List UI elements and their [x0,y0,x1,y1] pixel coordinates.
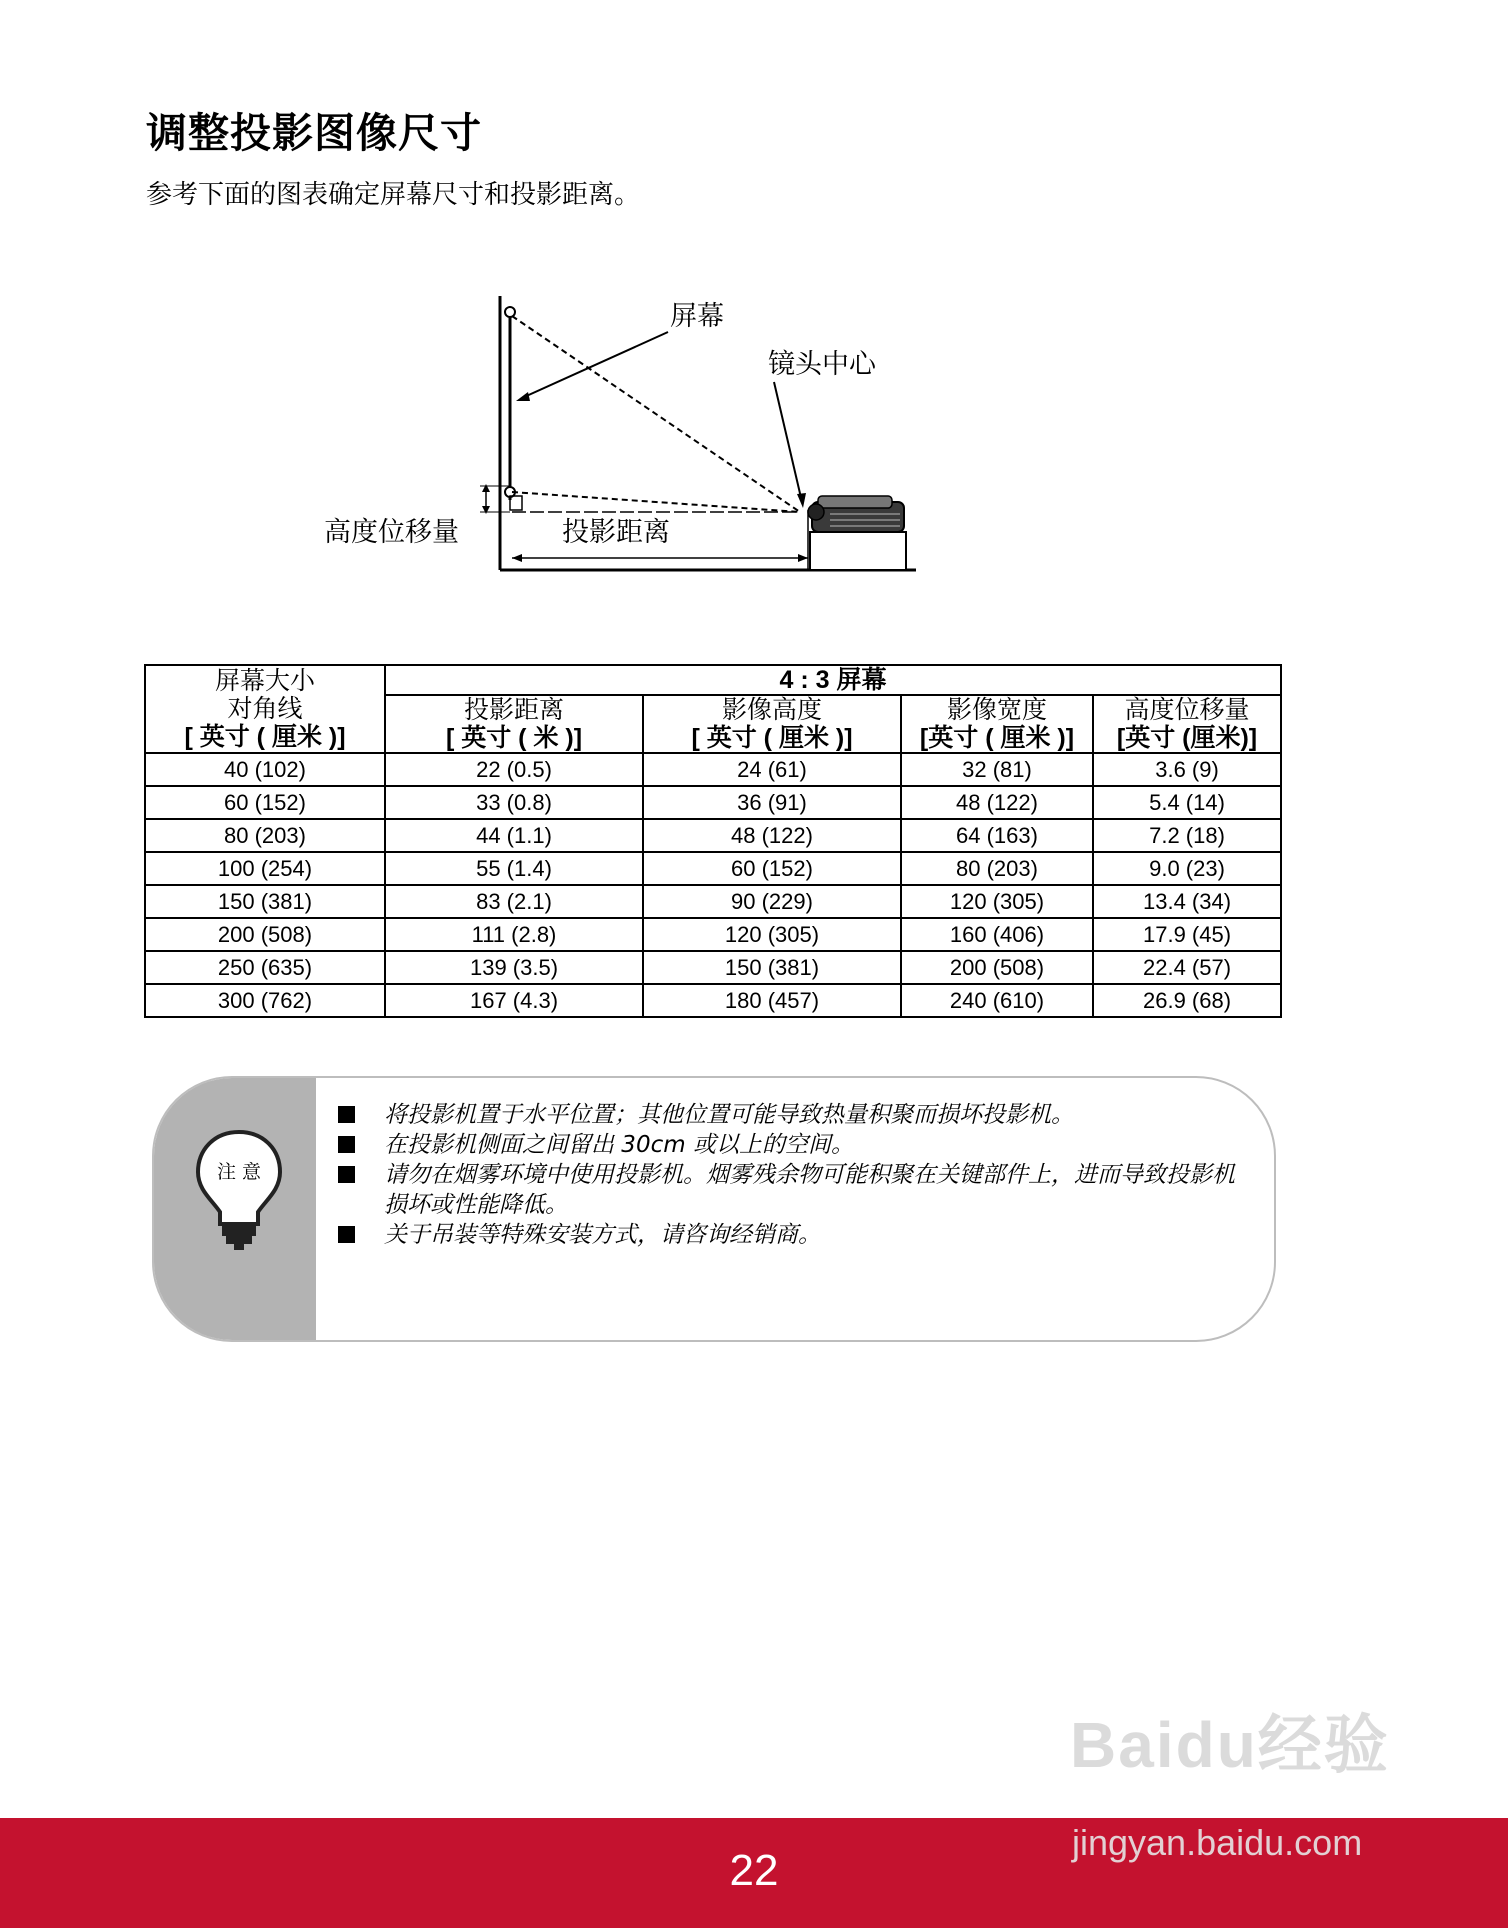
label-offset: 高度位移量 [324,517,459,548]
header-screen-size: 屏幕大小 对角线 [ 英寸 ( 厘米 )] [145,665,385,753]
label-screen: 屏幕 [670,301,724,332]
table-header-row [145,665,1281,695]
table-row: 200 (508) 111 (2.8) 120 (305) 160 (406) 17.9 (45) [145,918,1281,951]
header-image-width: 影像宽度 [英寸 ( 厘米 )] [901,695,1093,753]
watermark-logo: Baidu经验 [1070,1709,1390,1781]
lens-leader [774,382,802,502]
page-title: 调整投影图像尺寸 [146,109,482,157]
projection-size-table [144,664,1282,1018]
note-badge-text: 注 意 [216,1161,262,1183]
table-row: 60 (152) 33 (0.8) 36 (91) 48 (122) 5.4 (14) [145,786,1281,819]
lightbulb-icon [194,1128,284,1252]
note-list [332,1100,1252,1250]
right-angle-marker [510,496,522,510]
header-distance: 投影距离 [ 英寸 ( 米 )] [385,695,643,753]
table-row: 150 (381) 83 (2.1) 90 (229) 120 (305) 13.4 (34) [145,885,1281,918]
note-item: 关于吊装等特殊安装方式，请咨询经销商。 [332,1220,1252,1250]
table-row: 80 (203) 44 (1.1) 48 (122) 64 (163) 7.2 (18) [145,819,1281,852]
projection-ray-bottom [512,492,800,512]
label-lens-center: 镜头中心 [768,349,876,380]
offset-arrow-top [482,484,490,492]
header-group-4-3: 4 : 3 屏幕 [385,665,1281,695]
note-sidebar [154,1078,316,1340]
table-row: 300 (762) 167 (4.3) 180 (457) 240 (610) 26.9 (68) [145,984,1281,1017]
note-item: 将投影机置于水平位置；其他位置可能导致热量积聚而损坏投影机。 [332,1100,1252,1130]
projection-ray-top [512,316,800,512]
projector-table [810,532,906,570]
header-image-height: 影像高度 [ 英寸 ( 厘米 )] [643,695,901,753]
page-number: 22 [729,1846,779,1895]
label-distance: 投影距离 [562,517,670,548]
header-offset: 高度位移量 [英寸 (厘米)] [1093,695,1281,753]
table-row: 100 (254) 55 (1.4) 60 (152) 80 (203) 9.0 (23) [145,852,1281,885]
screen-leader [522,332,668,398]
offset-arrow-bottom [482,506,490,514]
watermark-url: jingyan.baidu.com [1072,1822,1363,1863]
projector-icon [808,496,904,532]
projection-diagram [300,280,940,590]
table-row: 250 (635) 139 (3.5) 150 (381) 200 (508) 22.4 (57) [145,951,1281,984]
screen-top-marker [505,307,515,317]
intro-text: 参考下面的图表确定屏幕尺寸和投影距离。 [146,180,641,210]
table-row: 40 (102) 22 (0.5) 24 (61) 32 (81) 3.6 (9) [145,753,1281,786]
note-box [152,1076,1276,1342]
note-item: 请勿在烟雾环境中使用投影机。烟雾残余物可能积聚在关键部件上，进而导致投影机损坏或性能降低。 [332,1160,1252,1220]
note-item: 在投影机侧面之间留出 30cm 或以上的空间。 [332,1130,1252,1160]
